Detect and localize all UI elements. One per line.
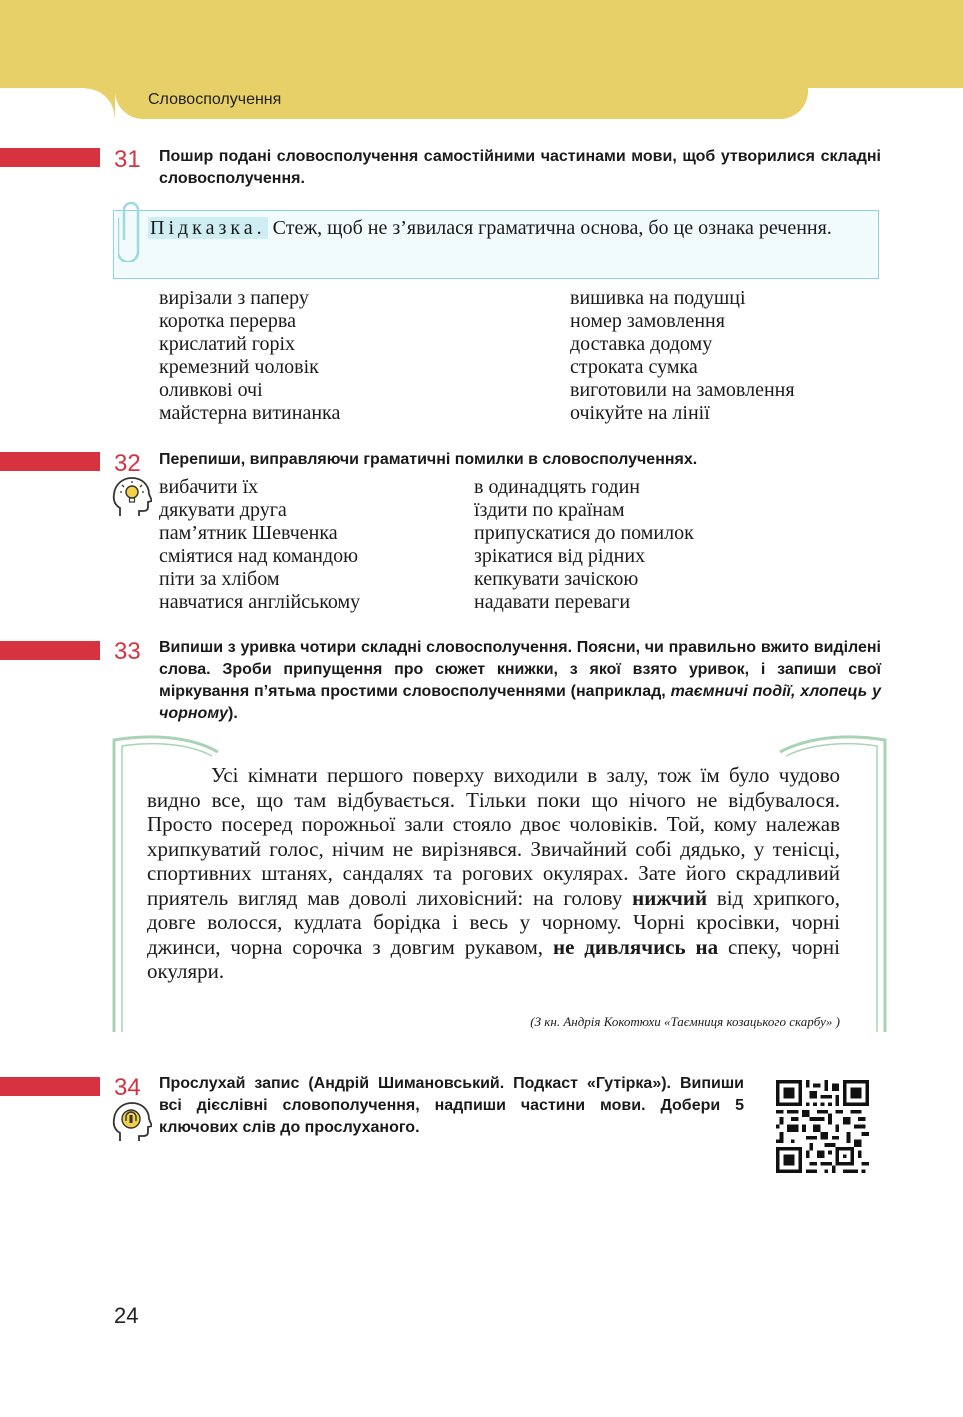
task-example: таємничі події, хлопець у чорному <box>159 683 882 722</box>
exercise-task: Перепиши, виправляючи граматичні помилки в словосполученнях. <box>159 451 698 468</box>
phrase: сміятися над командою <box>159 545 359 567</box>
phrase: строката сумка <box>570 356 698 378</box>
phrase-column-left <box>159 287 340 425</box>
phrase: майстерна витинанка <box>159 402 341 424</box>
passage-text: спеку, чорні окуляри. <box>147 934 840 983</box>
excerpt-source: (З кн. Андрія Кокотюхи «Таємниця козацького скарбу» ) <box>530 1014 840 1029</box>
phrase: оливкові очі <box>159 379 263 401</box>
hint-label: Підказка. <box>150 217 266 239</box>
phrase-column-right <box>570 287 795 425</box>
passage-text: від хрипкого, довге волосся, кудлата борідка і весь у чорному. Чорні кросівки, чорні джинси, чорна сорочка з довгим рукавом, <box>147 885 840 959</box>
exercise-number: 31 <box>114 146 141 173</box>
exercise-task <box>159 637 881 725</box>
qr-code[interactable] <box>776 1080 869 1173</box>
phrase: піти за хлібом <box>159 568 280 590</box>
phrase: припускатися до помилок <box>474 522 694 544</box>
highlighted-phrase: не дивлячись на <box>552 934 719 959</box>
phrase: зрікатися від рідних <box>474 545 646 567</box>
phrase: виготовили на замовлення <box>570 379 795 401</box>
phrase: вишивка на подушці <box>570 287 746 309</box>
phrase: вибачити їх <box>159 476 259 498</box>
head-lightbulb-icon <box>112 476 152 518</box>
page-number: 24 <box>114 1303 139 1328</box>
phrase: доставка додому <box>570 333 713 355</box>
paperclip-icon <box>118 200 144 262</box>
phrase-column-left <box>159 476 360 614</box>
phrase: кепкувати зачіскою <box>474 568 639 590</box>
phrase: крислатий горіх <box>159 333 296 355</box>
exercise-task: Пошир подані словосполучення самостійними частинами мови, щоб утворилися складні словосполучення. <box>159 148 881 187</box>
highlighted-word: нижчий <box>632 885 708 910</box>
phrase: дякувати друга <box>159 499 287 521</box>
phrase: в одинадцять годин <box>474 476 640 498</box>
exercise-marker-bar <box>0 1077 100 1096</box>
phrase: їздити по країнам <box>474 499 625 521</box>
exercise-marker-bar <box>0 452 100 471</box>
hint-text <box>148 216 864 240</box>
passage-text: Усі кімнати першого поверху виходили в залу, тож їм було чудово видно все, що там відбувається. Тільки поки що нічого не відбувалося. Просто посеред порожньої зали стояло двоє чоловіків. Той, кому належав хрипкуватий голос, нічим не вирізнявся. Звичайний собі дядько, у тенісці, спортивних штанях, сандалях та рогових окулярах. Зате його скрадливий приятель вигляд мав доволі лиховісний: на голову <box>147 763 840 910</box>
phrase: надавати переваги <box>474 591 631 613</box>
phrase: вирізали з паперу <box>159 287 309 309</box>
phrase: номер замовлення <box>570 310 725 332</box>
exercise-task: Прослухай запис (Андрій Шимановський. Подкаст «Гутірка»). Випиши всі дієслівні словополучення, надпиши частини мови. Добери 5 ключових слів до прослуханого. <box>159 1075 744 1136</box>
task-text: Випиши з уривка чотири складні словосполучення. Поясни, чи правильно вжито виділені слова. Зроби припущення про сюжет книжки, з якої взято уривок, і запиши свої міркування п’ятьма простими словосполученнями (наприклад, <box>159 639 881 700</box>
phrase-column-right <box>474 476 694 614</box>
phrase: пам’ятник Шевченка <box>159 522 338 544</box>
phrase: коротка перерва <box>159 310 296 332</box>
hint-body: Стеж, щоб не з’явилася граматична основа, бо це ознака речення. <box>272 217 832 239</box>
head-headphones-icon <box>112 1101 152 1143</box>
section-title: Словосполучення <box>148 91 282 108</box>
task-text-end: ). <box>228 705 238 722</box>
exercise-marker-bar <box>0 148 100 167</box>
exercise-number: 32 <box>114 450 141 477</box>
excerpt-passage <box>147 763 840 984</box>
exercise-marker-bar <box>0 641 100 660</box>
exercise-number: 33 <box>114 638 141 665</box>
phrase: очікуйте на лінії <box>570 402 710 424</box>
phrase: кремезний чоловік <box>159 356 319 378</box>
exercise-number: 34 <box>114 1074 141 1101</box>
phrase: навчатися англійському <box>159 591 361 613</box>
